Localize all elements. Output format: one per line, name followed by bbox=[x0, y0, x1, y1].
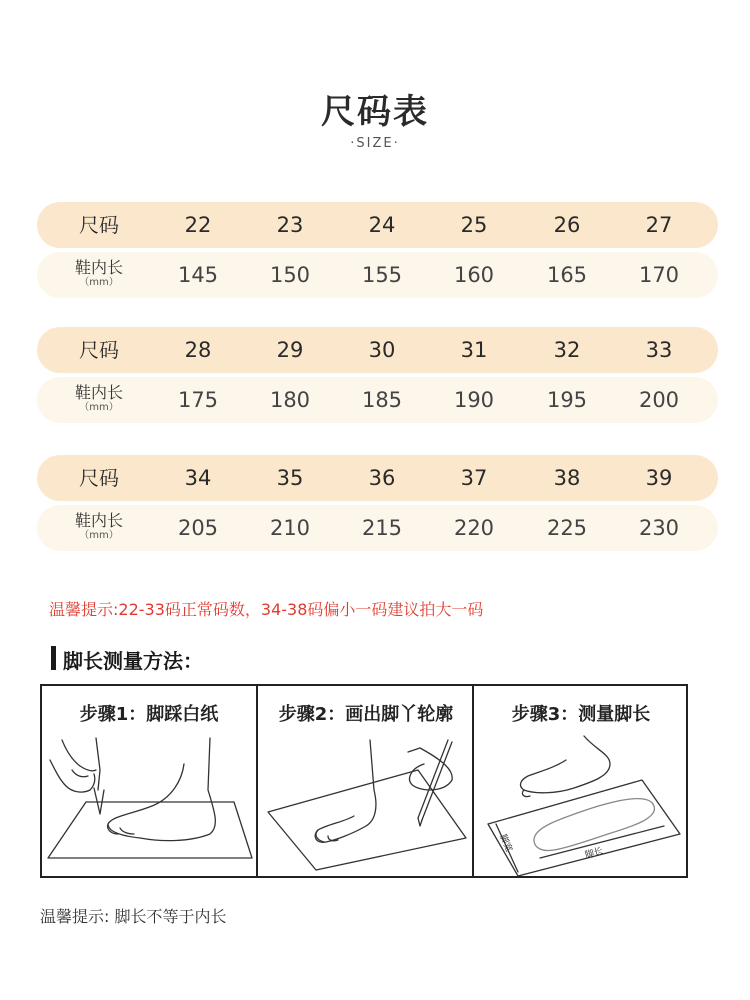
length-tip: 温馨提示: 脚长不等于内长 bbox=[40, 907, 227, 926]
length-cell: 215 bbox=[361, 516, 403, 540]
step-1-title: 步骤1：脚踩白纸 bbox=[79, 704, 219, 725]
page-subtitle: ·SIZE· bbox=[350, 136, 400, 151]
size-row-label: 尺码 bbox=[79, 338, 119, 362]
size-cell: 28 bbox=[184, 338, 212, 362]
size-cell: 35 bbox=[276, 466, 304, 490]
measure-foot-illustration bbox=[474, 730, 688, 876]
size-row bbox=[37, 327, 718, 373]
trace-foot-illustration bbox=[258, 730, 474, 876]
size-cell: 22 bbox=[184, 213, 212, 237]
step-1-panel bbox=[42, 686, 256, 876]
length-cell: 195 bbox=[546, 388, 588, 412]
size-row-label: 尺码 bbox=[79, 213, 119, 237]
length-cell: 175 bbox=[177, 388, 219, 412]
size-cell: 26 bbox=[553, 213, 581, 237]
size-cell: 25 bbox=[460, 213, 488, 237]
length-cell: 200 bbox=[638, 388, 680, 412]
foot-width-label: 脚宽 bbox=[497, 833, 514, 854]
page-title: 尺码表 bbox=[321, 92, 429, 132]
length-cell: 210 bbox=[269, 516, 311, 540]
length-cell: 225 bbox=[546, 516, 588, 540]
section-marker bbox=[51, 646, 56, 670]
length-row bbox=[37, 377, 718, 423]
foot-on-paper-illustration bbox=[42, 730, 256, 876]
size-cell: 24 bbox=[368, 213, 396, 237]
length-cell: 190 bbox=[453, 388, 495, 412]
size-table-2 bbox=[37, 327, 718, 423]
length-cell: 220 bbox=[453, 516, 495, 540]
size-row bbox=[37, 202, 718, 248]
length-cell: 150 bbox=[269, 263, 311, 287]
length-cell: 145 bbox=[177, 263, 219, 287]
length-cell: 160 bbox=[453, 263, 495, 287]
size-cell: 31 bbox=[460, 338, 488, 362]
method-title: 脚长测量方法： bbox=[63, 649, 203, 673]
length-cell: 155 bbox=[361, 263, 403, 287]
size-cell: 33 bbox=[645, 338, 673, 362]
length-row bbox=[37, 505, 718, 551]
size-table-1 bbox=[37, 202, 718, 298]
length-cell: 205 bbox=[177, 516, 219, 540]
size-cell: 29 bbox=[276, 338, 304, 362]
length-cell: 170 bbox=[638, 263, 680, 287]
size-cell: 36 bbox=[368, 466, 396, 490]
size-row-label: 尺码 bbox=[79, 466, 119, 490]
size-cell: 34 bbox=[184, 466, 212, 490]
size-tip: 温馨提示:22-33码正常码数，34-38码偏小一码建议拍大一码 bbox=[49, 600, 484, 619]
length-cell: 165 bbox=[546, 263, 588, 287]
size-cell: 32 bbox=[553, 338, 581, 362]
size-cell: 23 bbox=[276, 213, 304, 237]
foot-length-label: 脚长 bbox=[584, 846, 605, 861]
measurement-steps bbox=[40, 684, 688, 878]
size-row bbox=[37, 455, 718, 501]
step-2-title: 步骤2：画出脚丫轮廓 bbox=[278, 704, 454, 725]
step-2-panel bbox=[256, 686, 474, 876]
length-cell: 185 bbox=[361, 388, 403, 412]
length-row-label: 鞋内长 （mm） bbox=[74, 511, 123, 541]
step-3-title: 步骤3：测量脚长 bbox=[511, 704, 651, 725]
length-cell: 180 bbox=[269, 388, 311, 412]
length-row-label: 鞋内长 （mm） bbox=[74, 258, 123, 288]
size-cell: 27 bbox=[645, 213, 673, 237]
size-cell: 38 bbox=[553, 466, 581, 490]
length-row bbox=[37, 252, 718, 298]
length-cell: 230 bbox=[638, 516, 680, 540]
size-cell: 37 bbox=[460, 466, 488, 490]
length-row-label: 鞋内长 （mm） bbox=[74, 383, 123, 413]
size-cell: 39 bbox=[645, 466, 673, 490]
size-table-3 bbox=[37, 455, 718, 551]
step-3-panel bbox=[472, 686, 688, 876]
size-cell: 30 bbox=[368, 338, 396, 362]
